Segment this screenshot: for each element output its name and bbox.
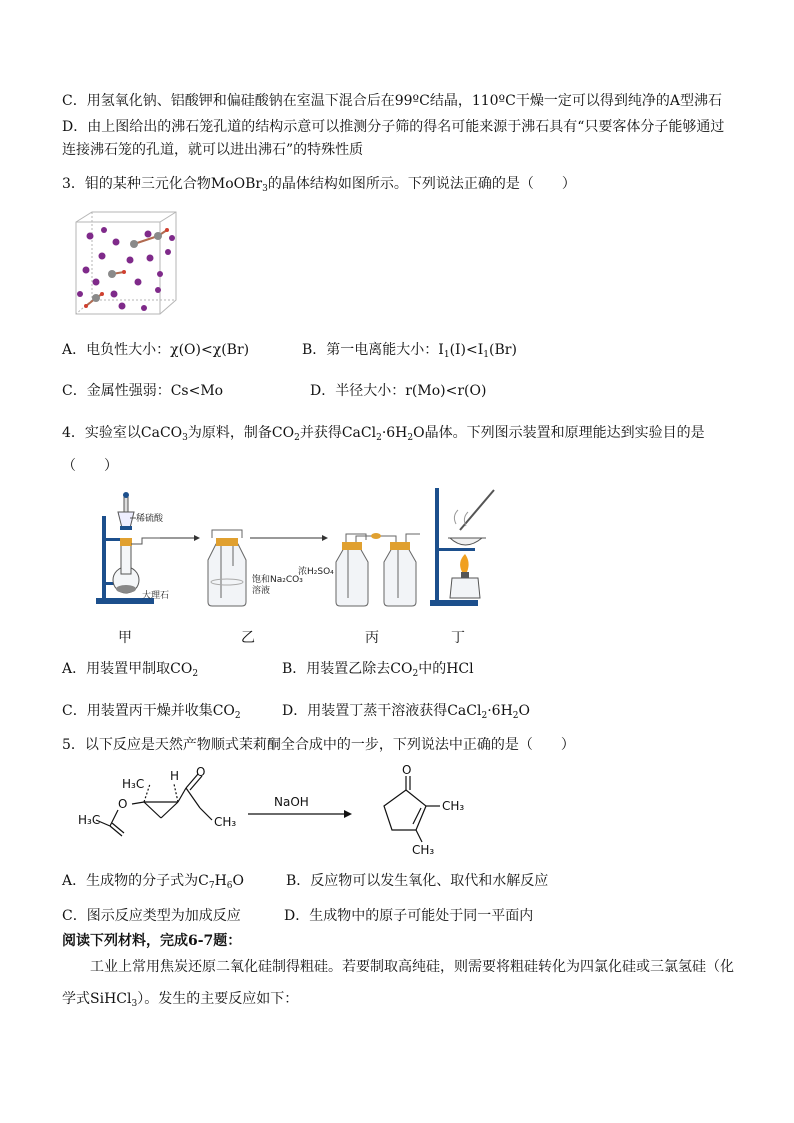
h3c-top-label: H₃C (122, 777, 145, 791)
apparatus-ding (430, 488, 494, 606)
q5-option-b: B．反应物可以发生氧化、取代和水解反应 (286, 873, 549, 889)
q3-option-d: D．半径大小：r(Mo)<r(O) (310, 383, 487, 399)
ester-o-label: O (118, 797, 128, 811)
label-dilute-sulfuric-acid: 稀硫酸 (136, 514, 164, 524)
reagent-label: NaOH (274, 795, 309, 809)
q3-option-a: A．电负性大小：χ(O)<χ(Br) (62, 342, 250, 358)
apparatus-jia (96, 492, 169, 604)
passage-line2: 学式SiHCl$_3$）。发生的主要反应如下： (62, 991, 299, 1009)
h-label: H (170, 769, 180, 783)
q4-option-c: C．用装置丙干燥并收集$CO_2$ (62, 703, 241, 721)
q5-option-a: A．生成物的分子式为$C_7H_6O$ (62, 873, 244, 891)
q4-stem-line1: 4．实验室以CaCO$_3$为原料，制备$CO_2$并获得$CaCl_2\cdot 6H_2O$晶体。下列图示装置和原理能达到实验目的是 (62, 425, 705, 443)
caption-ding: 丁 (451, 630, 465, 646)
label-solution: 溶液 (252, 586, 271, 596)
apparatus-yi (208, 530, 303, 606)
q5-stem: 5．以下反应是天然产物顺式茉莉酮全合成中的一步，下列说法中正确的是（ ） (62, 737, 575, 753)
q2-option-c: C．用氢氧化钠、铝酸钾和偏硅酸钠在室温下混合后在99ºC结晶，110ºC干燥一定可以得到纯净的A型沸石 (62, 93, 722, 109)
q2-option-d-line2: 连接沸石笼的孔道，就可以进出沸石”的特殊性质 (62, 142, 364, 158)
q4-stem-line2: （ ） (62, 458, 118, 474)
q3-option-b: B．第一电离能大小：$I_1(I)<I_1(Br)$ (302, 342, 517, 360)
label-marble: 大理石 (142, 591, 170, 601)
ch3-reactant-label: CH₃ (214, 815, 237, 829)
lab-apparatus-figure (90, 486, 510, 614)
label-conc-h2so4: 浓H₂SO₄ (298, 567, 334, 577)
product-o-label: O (402, 763, 412, 777)
q5-option-d: D．生成物中的原子可能处于同一平面内 (284, 908, 534, 924)
q4-option-b: B．用装置乙除去$CO_2$中的HCl (282, 661, 474, 679)
caption-bing: 丙 (365, 630, 379, 646)
h3c-left-label: H₃C (78, 813, 101, 827)
passage-line1: 工业上常用焦炭还原二氧化硅制得粗硅。若要制取高纯硅，则需要将粗硅转化为四氯化硅或三氯氢硅（化 (90, 959, 734, 975)
q3-stem: 3．钼的某种三元化合物MoOBr$_3$的晶体结构如图所示。下列说法正确的是（ ） (62, 176, 576, 194)
q3-option-c: C．金属性强弱：Cs<Mo (62, 383, 224, 399)
caption-jia: 甲 (118, 630, 132, 646)
q4-option-d: D．用装置丁蒸干溶液获得$CaCl_2\cdot 6H_2O$ (282, 703, 531, 721)
ketone-o-label: O (196, 765, 206, 779)
q5-option-c: C．图示反应类型为加成反应 (62, 908, 241, 924)
label-saturated-na2co3: 饱和Na₂CO₃ (252, 575, 303, 585)
passage-heading: 阅读下列材料，完成6-7题： (62, 933, 242, 949)
q4-option-a: A．用装置甲制取$CO_2$ (62, 661, 199, 679)
product-ch3-bottom-label: CH₃ (412, 843, 435, 857)
product-ch3-right-label: CH₃ (442, 799, 465, 813)
apparatus-bing (298, 533, 420, 606)
q2-option-d-line1: D．由上图给出的沸石笼孔道的结构示意可以推测分子筛的得名可能来源于沸石具有“只要客体分子能够通过 (62, 119, 725, 135)
crystal-structure-figure (72, 208, 180, 326)
reaction-scheme (76, 762, 476, 862)
caption-yi: 乙 (241, 630, 255, 646)
